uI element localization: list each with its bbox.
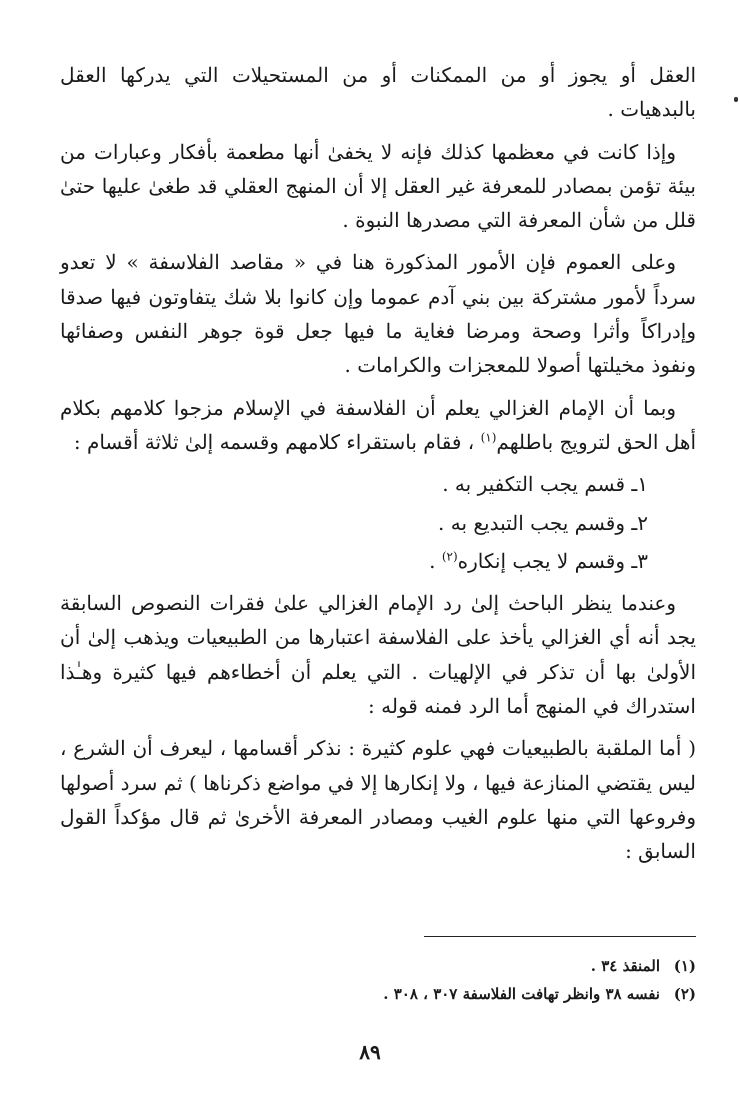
footnote-ref: (٢) [441, 549, 458, 564]
paragraph: العقل أو يجوز أو من الممكنات أو من المستحيلات التي يدركها العقل بالبدهيات . [60, 63, 696, 122]
footnote-text: المنقذ ٣٤ . [590, 957, 660, 975]
footnote [76, 952, 696, 980]
list-item-text: ٣ـ وقسم لا يجب إنكاره [457, 548, 648, 573]
division-list [60, 467, 696, 578]
paragraph-with-footnote [60, 391, 696, 460]
paragraph: وعلى العموم فإن الأمور المذكورة هنا في « مقاصد الفلاسفة » لا تعدو سرداً لأمور مشتركة بين بني آدم عموما وإن كانوا بلا شك يتفاوتون فيها صدقا وإدراكاً وأثرا وصحة ومرضا فغاية ما فيها جعل قوة جوهر النفس وصفائها ونفوذ مخيلتها أصولا للمعجزات والكرامات . [60, 250, 696, 378]
footnote-text: نفسه ٣٨ وانظر تهافت الفلاسفة ٣٠٧ ، ٣٠٨ . [383, 985, 660, 1003]
footnote-ref: (١) [480, 430, 497, 445]
paragraph-text: وبما أن الإمام الغزالي يعلم أن الفلاسفة في الإسلام مزجوا كلامهم بكلام أهل الحق لترويج باطلهم [60, 395, 696, 454]
scan-mark [734, 97, 738, 102]
paragraph: وإذا كانت في معظمها كذلك فإنه لا يخفىٰ أنها مطعمة بأفكار وعبارات من بيئة تؤمن بمصادر للمعرفة غير العقل إلا أن المنهج العقلي قد طغىٰ عليها حتىٰ قلل من شأن المعرفة التي مصدرها النبوة . [60, 139, 696, 233]
list-item-text: . [429, 548, 442, 573]
quote-paragraph: ( أما الملقبة بالطبيعيات فهي علوم كثيرة : نذكر أقسامها ، ليعرف أن الشرع ، ليس يقتضي المنازعة فيها ، ولا إنكارها إلا في مواضع ذكرناها ) ثم سرد أصولها وفروعها التي منها علوم الغيب ومصادر المعرفة الأخرىٰ ثم قال مؤكداً القول السابق : [60, 736, 696, 864]
footnote-number: (٢) [673, 985, 696, 1003]
page-body [60, 58, 696, 877]
footnotes [76, 952, 696, 1008]
paragraph-text: ، فقام باستقراء كلامهم وقسمه إلىٰ ثلاثة أقسام : [73, 429, 481, 454]
footnote-number: (١) [673, 957, 696, 975]
list-item: ٢ـ وقسم يجب التبديع به . [438, 510, 648, 535]
list-item [60, 544, 696, 578]
paragraph: وعندما ينظر الباحث إلىٰ رد الإمام الغزالي علىٰ فقرات النصوص السابقة يجد أنه أي الغزالي يأخذ على الفلاسفة اعتبارها من الطبيعيات ويذهب إلىٰ أن الأولىٰ بها أن تذكر في الإلهيات . التي يعلم أن أخطاءهم فيها كثيرة وهـٰذا استدراك في المنهج أما الرد فمنه قوله : [60, 591, 697, 719]
list-item: ١ـ قسم يجب التكفير به . [442, 472, 648, 497]
page-number: ٨٩ [359, 1040, 381, 1064]
footnote-separator [424, 936, 696, 937]
footnote [76, 980, 696, 1008]
